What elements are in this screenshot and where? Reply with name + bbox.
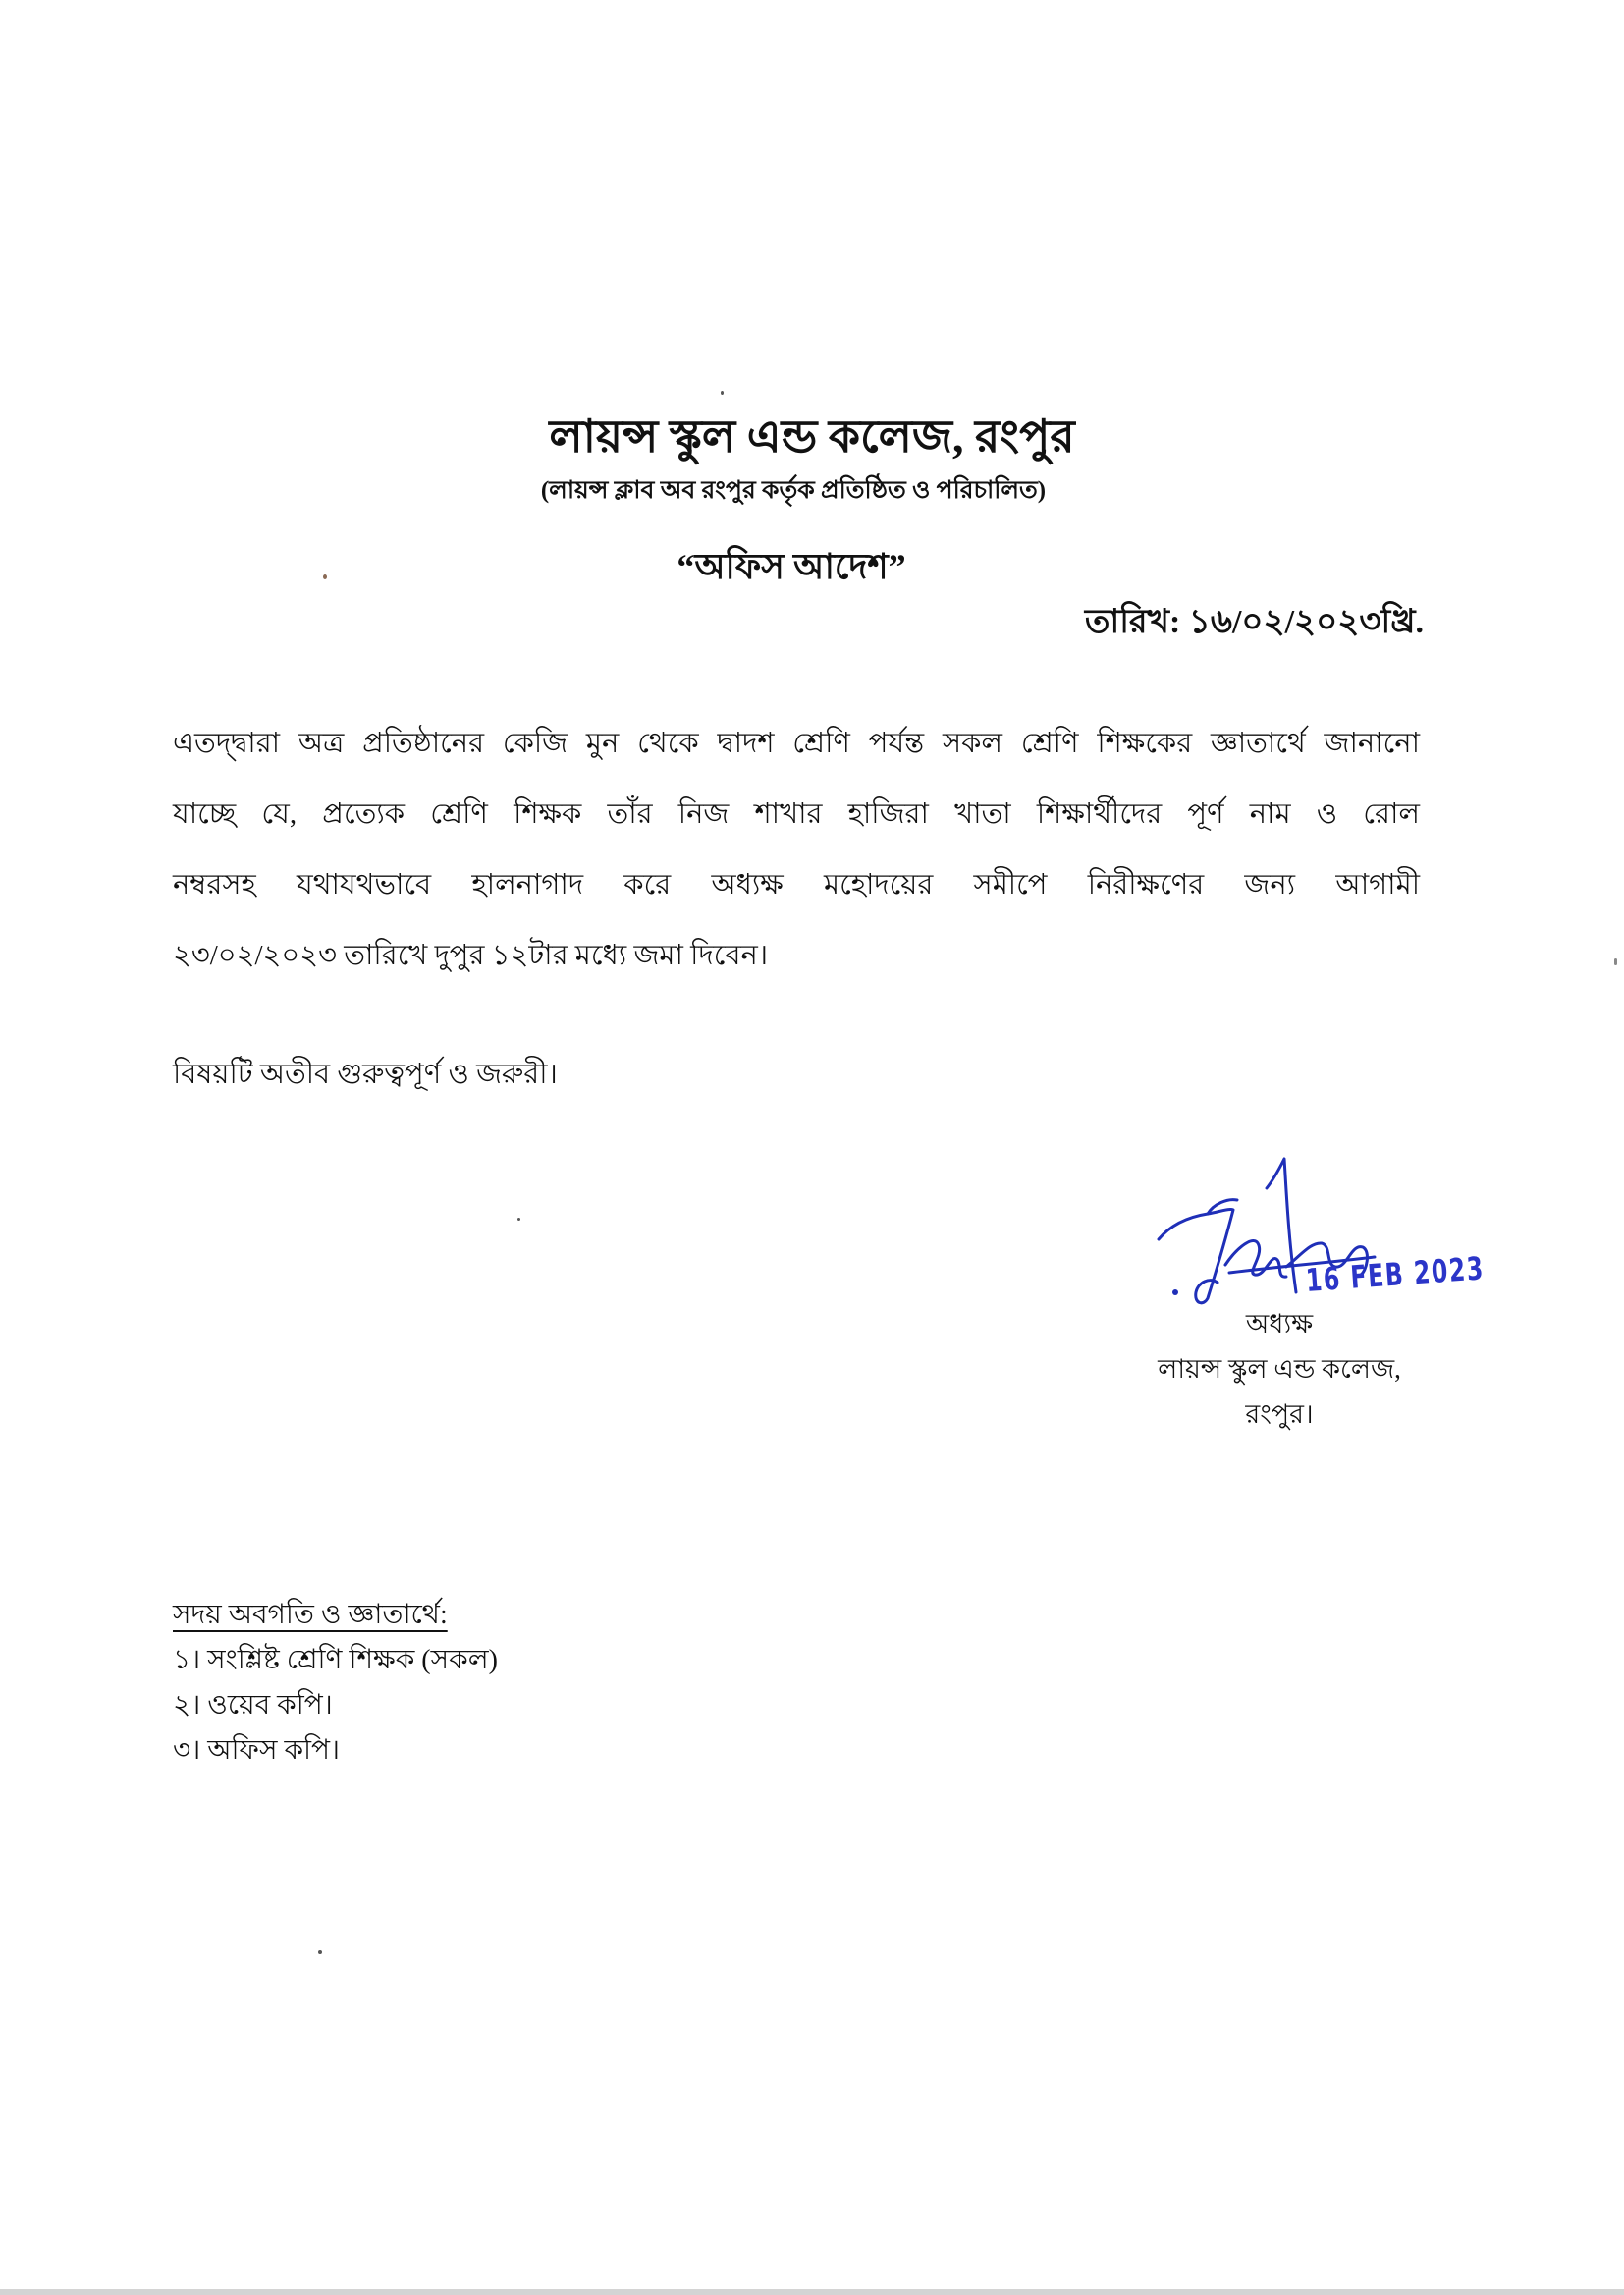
order-date: তারিখ: ১৬/০২/২০২৩খ্রি.	[1084, 604, 1424, 640]
signatory-block	[1083, 1301, 1476, 1437]
scan-speck	[1614, 958, 1617, 965]
distribution-heading: সদয় অবগতি ও জ্ঞাতার্থে:	[173, 1600, 448, 1630]
body-line: ২৩/০২/২০২৩ তারিখে দুপুর ১২টার মধ্যে জমা দিবেন।	[173, 940, 769, 971]
signature-stroke	[1159, 1209, 1233, 1302]
scan-edge	[0, 2289, 1624, 2295]
order-body	[173, 708, 1420, 991]
scan-speck	[323, 574, 327, 579]
signatory-institution: লায়ন্স স্কুল এন্ড কলেজ,	[1158, 1354, 1401, 1384]
signature-dot	[1172, 1289, 1178, 1295]
scan-speck	[318, 1950, 322, 1954]
distribution-item: ৩। অফিস কপি।	[173, 1735, 341, 1766]
body-line: যাচ্ছে যে, প্রত্যেক শ্রেণি শিক্ষক তাঁর নিজ শাখার হাজিরা খাতা শিক্ষার্থীদের পূর্ণ নাম ও রোল	[173, 798, 1420, 830]
distribution-list	[173, 1593, 498, 1774]
body-line: এতদ্দ্বারা অত্র প্রতিষ্ঠানের কেজি মুন থেকে দ্বাদশ শ্রেণি পর্যন্ত সকল শ্রেণি শিক্ষকের জ্ঞাতার্থে জানানো	[173, 728, 1420, 759]
signatory-city: রংপুর।	[1245, 1399, 1314, 1429]
body-line: নম্বরসহ যথাযথভাবে হালনাগাদ করে অধ্যক্ষ মহোদয়ের সমীপে নিরীক্ষণের জন্য আগামী	[173, 869, 1420, 901]
scan-speck	[517, 1218, 520, 1221]
importance-note: বিষয়টি অতীব গুরুত্বপূর্ণ ও জরুরী।	[173, 1059, 558, 1090]
office-order-heading: “অফিস আদেশ”	[677, 547, 906, 586]
scan-speck	[721, 391, 724, 395]
institution-title: লায়ন্স স্কুল এন্ড কলেজ, রংপুর	[549, 411, 1075, 462]
distribution-item: ২। ওয়েব কপি।	[173, 1690, 333, 1721]
signatory-designation: অধ্যক্ষ	[1245, 1309, 1314, 1339]
distribution-item: ১। সংশ্লিষ্ট শ্রেণি শিক্ষক (সকল)	[173, 1645, 498, 1675]
institution-subtitle: (লায়ন্স ক্লাব অব রংপুর কর্তৃক প্রতিষ্ঠিত ও পরিচালিত)	[540, 477, 1047, 504]
date-stamp: 16 FEB 2023	[1304, 1249, 1486, 1299]
